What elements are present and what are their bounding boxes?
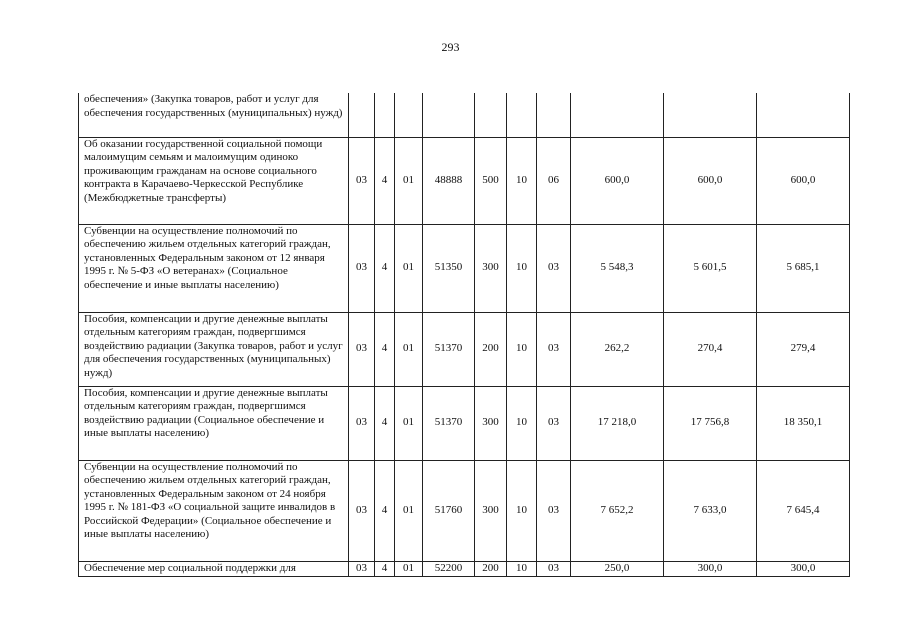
- row-description: обеспечения» (Закупка товаров, работ и услуг для обеспечения государственных (муниципальных) нужд): [79, 93, 349, 137]
- row-section-code: [349, 93, 375, 137]
- row-section-code: 03: [349, 460, 375, 561]
- row-amount-year-1: 17 218,0: [571, 386, 664, 460]
- row-section-code: 03: [349, 386, 375, 460]
- row-subsection: 03: [537, 224, 571, 312]
- row-amount-year-3: 300,0: [757, 561, 850, 576]
- row-section: 10: [507, 137, 537, 224]
- row-subsection: [537, 93, 571, 137]
- row-amount-year-3: 7 645,4: [757, 460, 850, 561]
- table-row: [79, 312, 850, 386]
- row-subsection-code: 4: [375, 460, 395, 561]
- row-expense-type: 200: [475, 312, 507, 386]
- row-expense-type: 300: [475, 386, 507, 460]
- row-description: Об оказании государственной социальной помощи малоимущим семьям и малоимущим одиноко проживающим гражданам на основе социального контракта в Карачаево-Черкесской Республике (Межбюджетные трансферты): [79, 137, 349, 224]
- page-number: 293: [441, 40, 460, 54]
- row-description: Пособия, компенсации и другие денежные выплаты отдельным категориям граждан, подвергшимся воздействию радиации (Закупка товаров, работ и услуг для обеспечения государственных (муниципальных) нужд): [79, 312, 349, 386]
- row-section-code: 03: [349, 224, 375, 312]
- row-amount-year-3: 5 685,1: [757, 224, 850, 312]
- table-row: [79, 561, 850, 576]
- row-target-article: 51350: [423, 224, 475, 312]
- row-amount-year-1: 5 548,3: [571, 224, 664, 312]
- row-section-code: 03: [349, 312, 375, 386]
- row-amount-year-2: 5 601,5: [664, 224, 757, 312]
- budget-table: [78, 93, 850, 577]
- row-target-article: [423, 93, 475, 137]
- row-expense-type: 500: [475, 137, 507, 224]
- row-expense-type: 300: [475, 460, 507, 561]
- row-amount-year-3: [757, 93, 850, 137]
- row-amount-year-2: [664, 93, 757, 137]
- row-description: Обеспечение мер социальной поддержки для: [79, 561, 349, 576]
- row-expense-type: 200: [475, 561, 507, 576]
- row-section: 10: [507, 460, 537, 561]
- table-row: [79, 224, 850, 312]
- row-program-code: 01: [395, 561, 423, 576]
- row-amount-year-1: 250,0: [571, 561, 664, 576]
- row-amount-year-3: 18 350,1: [757, 386, 850, 460]
- row-subsection-code: 4: [375, 386, 395, 460]
- row-target-article: 51370: [423, 312, 475, 386]
- row-program-code: 01: [395, 312, 423, 386]
- row-amount-year-1: [571, 93, 664, 137]
- row-section: 10: [507, 561, 537, 576]
- row-amount-year-1: 600,0: [571, 137, 664, 224]
- row-expense-type: [475, 93, 507, 137]
- row-section: 10: [507, 312, 537, 386]
- row-amount-year-2: 270,4: [664, 312, 757, 386]
- row-subsection: 03: [537, 312, 571, 386]
- row-section: 10: [507, 224, 537, 312]
- row-section-code: 03: [349, 137, 375, 224]
- row-section-code: 03: [349, 561, 375, 576]
- table-row: [79, 93, 850, 137]
- table-row: [79, 460, 850, 561]
- row-section: 10: [507, 386, 537, 460]
- row-target-article: 52200: [423, 561, 475, 576]
- row-subsection-code: 4: [375, 561, 395, 576]
- row-target-article: 51760: [423, 460, 475, 561]
- row-target-article: 51370: [423, 386, 475, 460]
- row-amount-year-3: 600,0: [757, 137, 850, 224]
- row-amount-year-2: 600,0: [664, 137, 757, 224]
- row-amount-year-2: 300,0: [664, 561, 757, 576]
- row-subsection: 03: [537, 561, 571, 576]
- row-program-code: [395, 93, 423, 137]
- row-description: Субвенции на осуществление полномочий по обеспечению жильем отдельных категорий граждан, установленных Федеральным законом от 24 ноября 1995 г. № 181-ФЗ «О социальной защите инвалидов в Российской Федерации» (Социальное обеспечение и иные выплаты населению): [79, 460, 349, 561]
- row-program-code: 01: [395, 224, 423, 312]
- row-subsection: 06: [537, 137, 571, 224]
- row-amount-year-2: 7 633,0: [664, 460, 757, 561]
- row-subsection-code: [375, 93, 395, 137]
- row-amount-year-1: 7 652,2: [571, 460, 664, 561]
- row-program-code: 01: [395, 386, 423, 460]
- row-description: Субвенции на осуществление полномочий по обеспечению жильем отдельных категорий граждан, установленных Федеральным законом от 12 января 1995 г. № 5-ФЗ «О ветеранах» (Социальное обеспечение и иные выплаты населению): [79, 224, 349, 312]
- row-subsection-code: 4: [375, 312, 395, 386]
- row-subsection-code: 4: [375, 137, 395, 224]
- row-subsection-code: 4: [375, 224, 395, 312]
- table-row: [79, 386, 850, 460]
- row-amount-year-1: 262,2: [571, 312, 664, 386]
- row-target-article: 48888: [423, 137, 475, 224]
- row-program-code: 01: [395, 137, 423, 224]
- row-subsection: 03: [537, 386, 571, 460]
- row-description: Пособия, компенсации и другие денежные выплаты отдельным категориям граждан, подвергшимся воздействию радиации (Социальное обеспечение и иные выплаты населению): [79, 386, 349, 460]
- row-amount-year-2: 17 756,8: [664, 386, 757, 460]
- row-section: [507, 93, 537, 137]
- table-row: [79, 137, 850, 224]
- row-expense-type: 300: [475, 224, 507, 312]
- row-subsection: 03: [537, 460, 571, 561]
- row-amount-year-3: 279,4: [757, 312, 850, 386]
- row-program-code: 01: [395, 460, 423, 561]
